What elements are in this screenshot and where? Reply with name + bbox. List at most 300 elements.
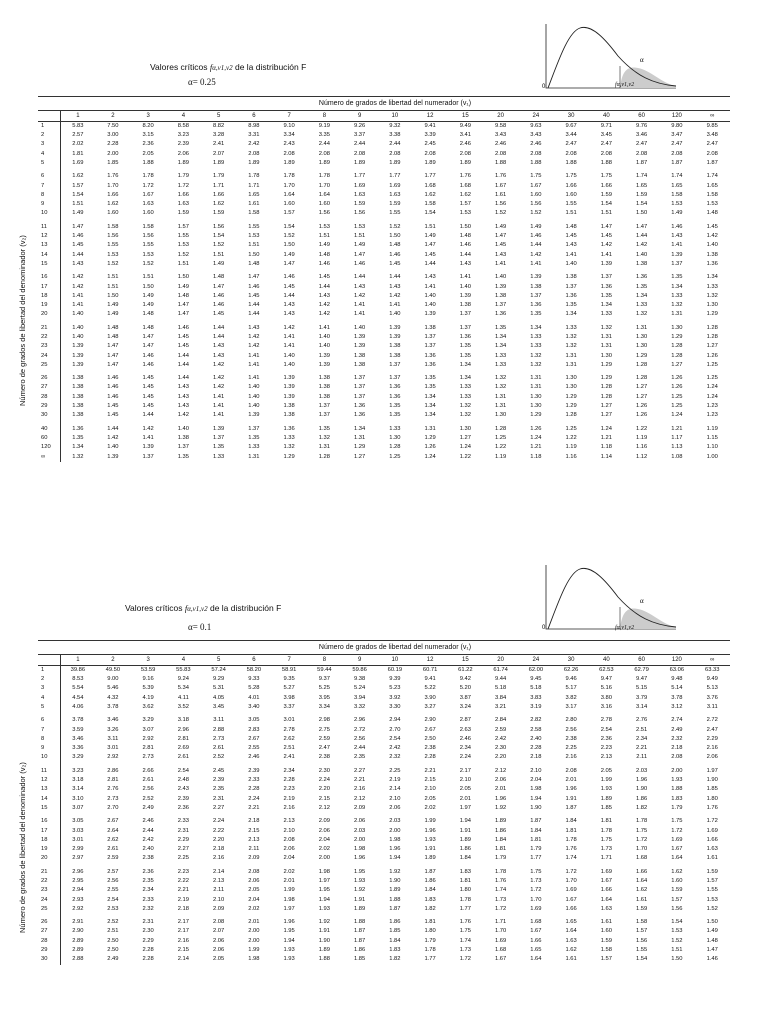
value-cell: 3.11 xyxy=(107,735,119,742)
value-cell: 1.55 xyxy=(142,242,154,249)
value-cell: 1.46 xyxy=(248,283,260,290)
value-cell: 2.20 xyxy=(494,754,507,761)
value-cell: 2.04 xyxy=(318,836,331,843)
value-cell: 1.39 xyxy=(424,311,436,318)
value-cell: 1.97 xyxy=(706,767,718,774)
value-cell: 1.71 xyxy=(248,182,260,189)
value-cell: 1.25 xyxy=(706,375,718,382)
value-cell: 1.49 xyxy=(107,311,119,318)
value-cell: 2.05 xyxy=(424,795,436,802)
value-cell: 61.22 xyxy=(458,666,473,673)
value-cell: 2.39 xyxy=(177,141,190,148)
value-cell: 1.60 xyxy=(565,191,577,198)
value-cell: 1.35 xyxy=(424,384,436,391)
value-cell: 1.63 xyxy=(142,201,154,208)
value-cell: 1.83 xyxy=(671,795,683,802)
row-label: 9 xyxy=(38,744,60,753)
value-cell: 2.47 xyxy=(706,726,718,733)
value-cell: 1.24 xyxy=(530,434,542,441)
table-row xyxy=(38,754,730,763)
value-cell: 1.59 xyxy=(353,201,366,208)
value-cell: 1.45 xyxy=(142,393,154,400)
value-cell: 1.85 xyxy=(353,956,366,963)
value-cell: 3.01 xyxy=(72,836,84,843)
value-cell: 2.59 xyxy=(494,726,507,733)
value-cell: 1.94 xyxy=(283,937,295,944)
value-cell: 1.37 xyxy=(142,453,154,460)
value-cell: 1.58 xyxy=(600,947,613,954)
row-label: 4 xyxy=(38,150,60,159)
table-row xyxy=(38,675,730,684)
value-cell: 1.44 xyxy=(283,292,295,299)
value-cell: 1.26 xyxy=(671,375,683,382)
value-cell: 1.32 xyxy=(530,352,542,359)
value-cell: 2.25 xyxy=(177,855,190,862)
value-cell: 1.67 xyxy=(565,896,577,903)
value-cell: 1.40 xyxy=(177,425,190,432)
value-cell: 1.29 xyxy=(353,444,366,451)
value-cell: 1.59 xyxy=(389,201,401,208)
value-cell: 1.88 xyxy=(565,159,577,166)
value-cell: 5.18 xyxy=(530,685,542,692)
value-cell: 2.72 xyxy=(353,726,366,733)
table-row xyxy=(38,301,730,310)
value-cell: 2.14 xyxy=(177,956,190,963)
value-cell: 2.16 xyxy=(565,754,577,761)
value-cell: 1.08 xyxy=(671,453,683,460)
value-cell: 1.38 xyxy=(494,292,507,299)
value-cell: 2.25 xyxy=(389,767,401,774)
value-cell: 1.34 xyxy=(635,292,648,299)
title-f: f xyxy=(184,603,188,613)
value-cell: 1.72 xyxy=(706,818,718,825)
value-cell: 1.44 xyxy=(212,324,225,331)
value-cell: 1.36 xyxy=(72,425,84,432)
value-cell: 1.51 xyxy=(72,201,84,208)
value-cell: 2.84 xyxy=(494,717,507,724)
value-cell: 1.56 xyxy=(212,223,225,230)
value-cell: 1.79 xyxy=(671,804,683,811)
value-cell: 3.41 xyxy=(459,132,472,139)
value-cell: 1.88 xyxy=(600,159,613,166)
value-cell: 1.29 xyxy=(283,453,295,460)
value-cell: 2.40 xyxy=(142,846,154,853)
value-cell: 1.81 xyxy=(530,836,542,843)
column-header: 60 xyxy=(624,655,659,666)
row-label: 3 xyxy=(38,685,60,694)
value-cell: 1.73 xyxy=(530,877,542,884)
value-cell: 1.91 xyxy=(318,928,331,935)
row-label: 19 xyxy=(38,845,60,854)
value-cell: 1.53 xyxy=(671,928,683,935)
value-cell: 5.46 xyxy=(107,685,119,692)
value-cell: 2.73 xyxy=(142,754,154,761)
value-cell: 4.05 xyxy=(212,694,225,701)
value-cell: 2.12 xyxy=(353,795,366,802)
value-cell: 63.06 xyxy=(669,666,685,673)
value-cell: 1.49 xyxy=(107,302,119,309)
value-cell: 2.18 xyxy=(177,905,190,912)
value-cell: 1.47 xyxy=(107,361,119,368)
value-cell: 1.56 xyxy=(530,201,542,208)
value-cell: 1.34 xyxy=(459,361,472,368)
value-cell: 2.08 xyxy=(671,754,683,761)
value-cell: 1.30 xyxy=(671,324,683,331)
value-cell: 9.41 xyxy=(424,122,436,129)
value-cell: 1.65 xyxy=(635,182,648,189)
value-cell: 1.23 xyxy=(706,403,718,410)
value-cell: 1.32 xyxy=(671,302,683,309)
value-cell: 1.43 xyxy=(494,251,507,258)
value-cell: 2.08 xyxy=(248,150,260,157)
value-cell: 1.43 xyxy=(671,233,683,240)
table-row xyxy=(38,877,730,886)
table-row xyxy=(38,712,730,725)
value-cell: 1.44 xyxy=(353,274,366,281)
value-cell: 2.14 xyxy=(212,868,225,875)
value-cell: 1.86 xyxy=(353,947,366,954)
value-cell: 1.66 xyxy=(600,887,613,894)
row-label: 18 xyxy=(38,292,60,301)
value-cell: 1.55 xyxy=(635,947,648,954)
value-cell: 3.47 xyxy=(671,132,683,139)
value-cell: 1.66 xyxy=(212,191,225,198)
value-cell: 1.26 xyxy=(635,403,648,410)
value-cell: 2.42 xyxy=(494,735,507,742)
value-cell: 1.70 xyxy=(318,182,331,189)
value-cell: 3.36 xyxy=(72,745,84,752)
table-row xyxy=(38,763,730,776)
value-cell: 5.27 xyxy=(283,685,295,692)
title-prefix: Valores críticos xyxy=(125,603,185,613)
table-row xyxy=(38,232,730,241)
value-cell: 1.48 xyxy=(248,260,260,267)
value-cell: 1.53 xyxy=(706,201,718,208)
value-cell: 1.71 xyxy=(212,182,225,189)
table-row xyxy=(38,795,730,804)
value-cell: 1.37 xyxy=(353,375,366,382)
value-cell: 2.08 xyxy=(600,150,613,157)
value-cell: 1.49 xyxy=(283,251,295,258)
value-cell: 1.84 xyxy=(494,836,507,843)
value-cell: 1.34 xyxy=(424,412,436,419)
value-cell: 1.39 xyxy=(283,375,295,382)
value-cell: 3.83 xyxy=(530,694,542,701)
value-cell: 1.39 xyxy=(318,361,331,368)
value-cell: 2.03 xyxy=(389,818,401,825)
value-cell: 1.67 xyxy=(671,846,683,853)
value-cell: 1.56 xyxy=(107,233,119,240)
value-cell: 1.67 xyxy=(530,182,542,189)
value-cell: 1.79 xyxy=(530,846,542,853)
value-cell: 1.56 xyxy=(494,201,507,208)
value-cell: 2.08 xyxy=(671,150,683,157)
value-cell: 1.85 xyxy=(600,804,613,811)
value-cell: 1.64 xyxy=(671,855,683,862)
value-cell: 2.05 xyxy=(459,786,472,793)
value-cell: 2.08 xyxy=(212,919,225,926)
value-cell: 2.47 xyxy=(706,141,718,148)
value-cell: 1.44 xyxy=(142,412,154,419)
value-cell: 1.33 xyxy=(530,343,542,350)
value-cell: 1.40 xyxy=(353,324,366,331)
value-cell: 2.30 xyxy=(142,928,154,935)
value-cell: 1.84 xyxy=(424,887,436,894)
value-cell: 1.99 xyxy=(248,947,260,954)
value-cell: 1.84 xyxy=(389,937,401,944)
value-cell: 1.15 xyxy=(706,434,718,441)
value-cell: 1.50 xyxy=(635,210,648,217)
table-row xyxy=(38,370,730,383)
value-cell: 1.44 xyxy=(459,251,472,258)
value-cell: 1.39 xyxy=(248,412,260,419)
value-cell: 2.61 xyxy=(107,846,119,853)
value-cell: 1.37 xyxy=(530,292,542,299)
value-cell: 3.15 xyxy=(142,132,154,139)
value-cell: 1.87 xyxy=(424,868,436,875)
value-cell: 1.47 xyxy=(212,283,225,290)
value-cell: 2.08 xyxy=(459,150,472,157)
value-cell: 1.42 xyxy=(72,274,84,281)
value-cell: 1.35 xyxy=(671,274,683,281)
value-cell: 1.96 xyxy=(353,855,366,862)
column-header: 6 xyxy=(236,655,271,666)
value-cell: 5.24 xyxy=(353,685,366,692)
value-cell: 1.31 xyxy=(494,403,507,410)
value-cell: 1.32 xyxy=(459,412,472,419)
value-cell: 2.96 xyxy=(353,717,366,724)
value-cell: 1.47 xyxy=(353,251,366,258)
value-cell: 1.26 xyxy=(706,352,718,359)
value-cell: 2.28 xyxy=(248,786,260,793)
value-cell: 1.34 xyxy=(459,375,472,382)
value-cell: 1.33 xyxy=(494,361,507,368)
value-cell: 1.37 xyxy=(248,425,260,432)
value-cell: 1.44 xyxy=(177,361,190,368)
value-cell: 1.57 xyxy=(459,201,472,208)
value-cell: 2.52 xyxy=(142,795,154,802)
value-cell: 1.39 xyxy=(671,251,683,258)
value-cell: 1.49 xyxy=(353,242,366,249)
value-cell: 2.39 xyxy=(177,795,190,802)
value-cell: 2.03 xyxy=(353,827,366,834)
value-cell: 2.46 xyxy=(530,141,542,148)
value-cell: 1.37 xyxy=(424,333,436,340)
value-cell: 1.37 xyxy=(671,260,683,267)
table-row xyxy=(38,694,730,703)
value-cell: 1.87 xyxy=(635,159,648,166)
value-cell: 4.06 xyxy=(72,703,84,710)
table-row xyxy=(38,159,730,168)
value-cell: 2.27 xyxy=(177,846,190,853)
value-cell: 1.27 xyxy=(353,453,366,460)
value-cell: 1.35 xyxy=(389,412,401,419)
value-cell: 1.35 xyxy=(177,453,190,460)
value-cell: 1.78 xyxy=(600,827,613,834)
value-cell: 2.18 xyxy=(671,745,683,752)
value-cell: 1.75 xyxy=(635,827,648,834)
value-cell: 2.24 xyxy=(318,777,331,784)
value-cell: 1.42 xyxy=(142,425,154,432)
value-cell: 1.79 xyxy=(494,855,507,862)
value-cell: 1.24 xyxy=(600,425,613,432)
value-cell: 2.59 xyxy=(318,735,331,742)
value-cell: 1.30 xyxy=(565,375,577,382)
value-cell: 1.46 xyxy=(107,375,119,382)
value-cell: 1.86 xyxy=(494,827,507,834)
value-cell: 1.35 xyxy=(72,434,84,441)
table-row xyxy=(38,735,730,744)
curve-f-label: fα,v1,v2 xyxy=(615,82,635,88)
table-row xyxy=(38,269,730,282)
row-label: 26 xyxy=(38,914,60,927)
value-cell: 1.41 xyxy=(212,403,225,410)
value-cell: 1.67 xyxy=(142,191,154,198)
value-cell: 2.98 xyxy=(318,717,331,724)
value-cell: 2.00 xyxy=(107,150,119,157)
value-cell: 2.08 xyxy=(565,150,577,157)
value-cell: 2.39 xyxy=(212,777,225,784)
value-cell: 1.66 xyxy=(107,191,119,198)
row-label: 19 xyxy=(38,301,60,310)
value-cell: 1.27 xyxy=(706,343,718,350)
value-cell: 9.49 xyxy=(706,676,718,683)
value-cell: 1.86 xyxy=(389,919,401,926)
value-cell: 2.18 xyxy=(212,846,225,853)
value-cell: 3.62 xyxy=(142,703,154,710)
value-cell: 1.64 xyxy=(530,956,542,963)
value-cell: 3.92 xyxy=(389,694,401,701)
value-cell: 2.73 xyxy=(107,795,119,802)
value-cell: 9.38 xyxy=(353,676,366,683)
value-cell: 1.77 xyxy=(424,173,436,180)
value-cell: 1.46 xyxy=(142,361,154,368)
value-cell: 1.76 xyxy=(107,173,119,180)
value-cell: 1.55 xyxy=(706,887,718,894)
value-cell: 39.86 xyxy=(70,666,86,673)
table-row xyxy=(38,168,730,181)
value-cell: 2.49 xyxy=(142,804,154,811)
value-cell: 1.84 xyxy=(565,818,577,825)
value-cell: 1.28 xyxy=(671,352,683,359)
value-cell: 1.50 xyxy=(248,251,260,258)
value-cell: 2.76 xyxy=(635,717,648,724)
value-cell: 2.27 xyxy=(212,804,225,811)
value-cell: 1.69 xyxy=(671,836,683,843)
value-cell: 1.45 xyxy=(107,412,119,419)
value-cell: 1.40 xyxy=(248,384,260,391)
value-cell: 1.53 xyxy=(706,896,718,903)
value-cell: 1.68 xyxy=(635,855,648,862)
value-cell: 1.18 xyxy=(600,444,613,451)
row-label: 28 xyxy=(38,937,60,946)
table-row xyxy=(38,855,730,864)
denominator-axis-label: Número de grados de libertad del denominador (v₂) xyxy=(18,235,27,407)
value-cell: 2.06 xyxy=(248,877,260,884)
title-prefix: Valores críticos xyxy=(150,62,210,72)
value-cell: 1.89 xyxy=(248,159,260,166)
value-cell: 1.60 xyxy=(530,191,542,198)
value-cell: 1.61 xyxy=(635,896,648,903)
value-cell: 62.53 xyxy=(599,666,614,673)
value-cell: 1.48 xyxy=(706,937,718,944)
value-cell: 2.15 xyxy=(248,827,260,834)
value-cell: 1.29 xyxy=(671,333,683,340)
value-cell: 1.39 xyxy=(318,352,331,359)
value-cell: 1.44 xyxy=(318,283,331,290)
value-cell: 1.64 xyxy=(565,928,577,935)
value-cell: 1.43 xyxy=(283,311,295,318)
column-header: 12 xyxy=(413,111,448,122)
value-cell: 1.42 xyxy=(212,375,225,382)
value-cell: 1.36 xyxy=(424,361,436,368)
value-cell: 1.63 xyxy=(600,905,613,912)
row-label: 2 xyxy=(38,131,60,140)
value-cell: 2.62 xyxy=(107,836,119,843)
value-cell: 1.50 xyxy=(283,242,295,249)
value-cell: 2.45 xyxy=(424,141,436,148)
value-cell: 1.51 xyxy=(248,242,260,249)
table-row xyxy=(38,150,730,159)
value-cell: 3.46 xyxy=(635,132,648,139)
table-row xyxy=(38,343,730,352)
value-cell: 1.38 xyxy=(72,384,84,391)
value-cell: 1.51 xyxy=(424,223,436,230)
value-cell: 1.34 xyxy=(494,333,507,340)
value-cell: 1.60 xyxy=(600,928,613,935)
value-cell: 1.47 xyxy=(283,260,295,267)
value-cell: 3.16 xyxy=(600,703,613,710)
value-cell: 3.78 xyxy=(107,703,119,710)
value-cell: 2.22 xyxy=(177,877,190,884)
value-cell: 1.49 xyxy=(424,233,436,240)
value-cell: 1.91 xyxy=(353,896,366,903)
value-cell: 1.50 xyxy=(459,223,472,230)
value-cell: 1.43 xyxy=(283,302,295,309)
value-cell: 2.92 xyxy=(142,735,154,742)
value-cell: 1.89 xyxy=(318,947,331,954)
value-cell: 2.19 xyxy=(177,896,190,903)
value-cell: 1.56 xyxy=(318,210,331,217)
value-cell: 1.40 xyxy=(494,274,507,281)
value-cell: 2.09 xyxy=(318,818,331,825)
value-cell: 1.30 xyxy=(530,403,542,410)
value-cell: 5.39 xyxy=(142,685,154,692)
value-cell: 2.35 xyxy=(212,786,225,793)
value-cell: 1.93 xyxy=(671,777,683,784)
value-cell: 1.55 xyxy=(177,233,190,240)
row-label: 28 xyxy=(38,393,60,402)
row-label: 20 xyxy=(38,311,60,320)
title-subscript: α,v1,v2 xyxy=(212,64,233,72)
value-cell: 2.10 xyxy=(212,896,225,903)
value-cell: 3.46 xyxy=(107,717,119,724)
value-cell: 1.21 xyxy=(600,434,613,441)
value-cell: 2.08 xyxy=(389,150,401,157)
value-cell: 1.33 xyxy=(600,311,613,318)
value-cell: 1.38 xyxy=(177,434,190,441)
value-cell: 1.89 xyxy=(283,159,295,166)
value-cell: 1.61 xyxy=(600,919,613,926)
row-label: 1 xyxy=(38,666,60,676)
value-cell: 1.29 xyxy=(530,412,542,419)
value-cell: 1.29 xyxy=(565,403,577,410)
value-cell: 9.24 xyxy=(177,676,190,683)
value-cell: 1.51 xyxy=(107,283,119,290)
value-cell: 60.19 xyxy=(387,666,403,673)
value-cell: 1.48 xyxy=(142,324,154,331)
value-cell: 3.94 xyxy=(353,694,366,701)
